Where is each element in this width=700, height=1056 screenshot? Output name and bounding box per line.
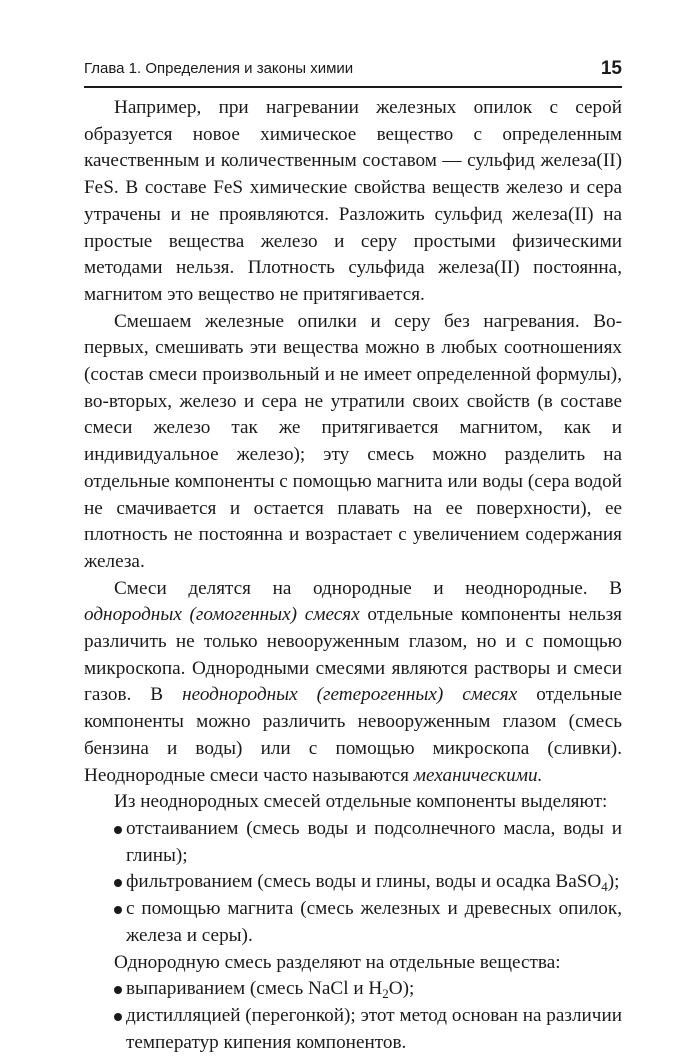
- list-item: [84, 896, 622, 949]
- page-number: 15: [600, 58, 622, 79]
- lead-homogeneous-separation: Однородную смесь разделяют на отдельные вещества:: [114, 951, 561, 973]
- header-rule: [84, 86, 622, 88]
- homogeneous-methods-list: [84, 976, 622, 1056]
- text-run: Смеси делятся на однородные и неоднородные. В: [114, 577, 622, 599]
- subscript: 4: [601, 879, 608, 895]
- list-item: [84, 976, 622, 1003]
- page-body: [84, 95, 622, 1056]
- bullet-icon: [114, 826, 122, 834]
- term-heterogeneous: неоднородных (гетерогенных) смесях: [182, 684, 518, 706]
- bullet-icon: [114, 986, 122, 994]
- list-item-text: фильтрованием (смесь воды и глины, воды и осадка BaSO: [126, 871, 602, 893]
- term-homogeneous: однородных (гомогенных) смесях: [84, 604, 360, 626]
- paragraph-iron-sulfide: Например, при нагревании железных опилок с серой образуется новое химическое вещество с определенным качественным и количественным составом — сульфид железа(II) FeS. В составе FeS химические свойства веществ железо и сера утрачены и не проявляются. Разложить сульфид железа(II) на простые вещества железо и серу простыми физическими методами нельзя. Плотность сульфида железа(II) постоянна, магнитом это вещество не притягивается.: [84, 97, 622, 305]
- bullet-icon: [114, 879, 122, 887]
- bullet-icon: [114, 906, 122, 914]
- lead-heterogeneous-separation: Из неоднородных смесей отдельные компоненты выделяют:: [114, 791, 608, 813]
- running-header: [84, 60, 622, 82]
- list-item: [84, 816, 622, 869]
- text-run: отдельные компоненты можно различить невооруженным глазом (смесь бензина и воды) или с помощью микроскопа (сливки). Неоднородные смеси часто называются: [84, 684, 622, 786]
- chapter-title: Глава 1. Определения и законы химии: [84, 60, 354, 77]
- list-item-text: с помощью магнита (смесь железных и древесных опилок, железа и серы).: [126, 898, 622, 946]
- list-item: [84, 1003, 622, 1056]
- list-item-text: );: [607, 871, 620, 893]
- heterogeneous-methods-list: [84, 816, 622, 950]
- subscript: 2: [382, 986, 389, 1002]
- paragraph-mixture-types: [84, 576, 622, 790]
- bullet-icon: [114, 1013, 122, 1021]
- list-item: [84, 869, 622, 896]
- list-item-text: O);: [388, 978, 415, 1000]
- list-item-text: отстаиванием (смесь воды и подсолнечного масла, воды и глины);: [126, 817, 622, 866]
- list-item-text: выпариванием (смесь NaCl и H: [126, 978, 383, 1000]
- list-item-text: дистилляцией (перегонкой); этот метод основан на различии температур кипения компонентов.: [126, 1004, 622, 1053]
- text-run: отдельные компоненты нельзя различить не только невооруженным глазом, но и с помощью микроскопа. Однородными смесями являются растворы и смеси газов. В: [84, 604, 622, 706]
- term-mechanical: механическими.: [413, 764, 543, 786]
- paragraph-iron-sulfur-mixture: Смешаем железные опилки и серу без нагревания. Во-первых, смешивать эти вещества можно в любых соотношениях (состав смеси произвольный и не имеет определенной формулы), во-вторых, железо и сера не утратили своих свойств (в составе смеси железо так же притягивается магнитом, как и индивидуальное железо); эту смесь можно разделить на отдельные компоненты с помощью магнита или воды (сера водой не смачивается и остается плавать на ее поверхности), ее плотность не постоянна и возрастает с увеличением содержания железа.: [84, 310, 622, 572]
